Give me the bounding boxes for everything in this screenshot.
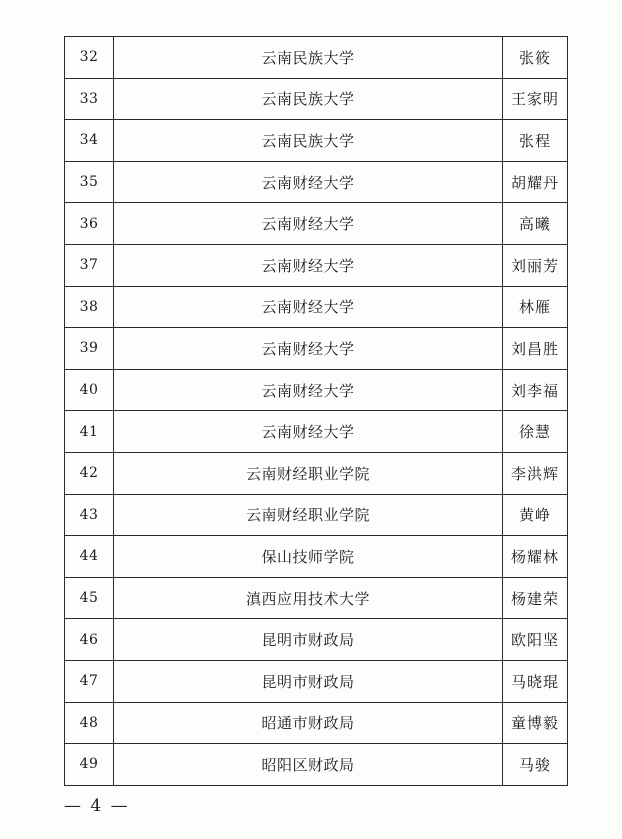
person-name-cell: 林雁 <box>503 286 568 328</box>
person-name-cell: 王家明 <box>503 78 568 120</box>
organization-cell: 云南财经大学 <box>114 161 503 203</box>
page-number: — 4 — <box>64 796 130 816</box>
organization-cell: 云南民族大学 <box>114 120 503 162</box>
person-name-cell: 杨建荣 <box>503 577 568 619</box>
row-number-cell: 40 <box>65 369 114 411</box>
row-number-cell: 41 <box>65 411 114 453</box>
organization-cell: 云南财经大学 <box>114 244 503 286</box>
organization-cell: 云南财经大学 <box>114 328 503 370</box>
person-name-cell: 李洪辉 <box>503 452 568 494</box>
table-row <box>65 619 568 661</box>
person-name-cell: 张筱 <box>503 37 568 79</box>
roster-table-body <box>65 37 568 786</box>
person-name-cell: 刘昌胜 <box>503 328 568 370</box>
row-number-cell: 38 <box>65 286 114 328</box>
row-number-cell: 43 <box>65 494 114 536</box>
row-number-cell: 45 <box>65 577 114 619</box>
row-number-cell: 36 <box>65 203 114 245</box>
organization-cell: 昭阳区财政局 <box>114 744 503 786</box>
table-row <box>65 286 568 328</box>
row-number-cell: 34 <box>65 120 114 162</box>
table-row <box>65 328 568 370</box>
row-number-cell: 44 <box>65 536 114 578</box>
table-row <box>65 660 568 702</box>
row-number-cell: 37 <box>65 244 114 286</box>
person-name-cell: 欧阳坚 <box>503 619 568 661</box>
row-number-cell: 33 <box>65 78 114 120</box>
table-row <box>65 411 568 453</box>
person-name-cell: 徐慧 <box>503 411 568 453</box>
person-name-cell: 马晓琨 <box>503 660 568 702</box>
table-row <box>65 702 568 744</box>
person-name-cell: 高曦 <box>503 203 568 245</box>
table-row <box>65 120 568 162</box>
row-number-cell: 32 <box>65 37 114 79</box>
table-row <box>65 161 568 203</box>
organization-cell: 滇西应用技术大学 <box>114 577 503 619</box>
row-number-cell: 47 <box>65 660 114 702</box>
organization-cell: 云南财经大学 <box>114 286 503 328</box>
organization-cell: 云南财经大学 <box>114 369 503 411</box>
organization-cell: 云南民族大学 <box>114 78 503 120</box>
organization-cell: 云南财经大学 <box>114 203 503 245</box>
person-name-cell: 胡耀丹 <box>503 161 568 203</box>
organization-cell: 云南财经大学 <box>114 411 503 453</box>
person-name-cell: 马骏 <box>503 744 568 786</box>
row-number-cell: 46 <box>65 619 114 661</box>
person-name-cell: 黄峥 <box>503 494 568 536</box>
row-number-cell: 49 <box>65 744 114 786</box>
organization-cell: 云南财经职业学院 <box>114 494 503 536</box>
table-row <box>65 369 568 411</box>
row-number-cell: 42 <box>65 452 114 494</box>
row-number-cell: 48 <box>65 702 114 744</box>
organization-cell: 云南财经职业学院 <box>114 452 503 494</box>
table-row <box>65 203 568 245</box>
table-row <box>65 37 568 79</box>
person-name-cell: 童博毅 <box>503 702 568 744</box>
organization-cell: 昭通市财政局 <box>114 702 503 744</box>
table-row <box>65 494 568 536</box>
table-row <box>65 452 568 494</box>
person-name-cell: 刘李福 <box>503 369 568 411</box>
roster-table <box>64 36 568 786</box>
person-name-cell: 张程 <box>503 120 568 162</box>
row-number-cell: 39 <box>65 328 114 370</box>
row-number-cell: 35 <box>65 161 114 203</box>
table-row <box>65 577 568 619</box>
person-name-cell: 刘丽芳 <box>503 244 568 286</box>
table-row <box>65 744 568 786</box>
organization-cell: 保山技师学院 <box>114 536 503 578</box>
organization-cell: 云南民族大学 <box>114 37 503 79</box>
table-row <box>65 536 568 578</box>
table-row <box>65 244 568 286</box>
table-row <box>65 78 568 120</box>
person-name-cell: 杨耀林 <box>503 536 568 578</box>
organization-cell: 昆明市财政局 <box>114 619 503 661</box>
organization-cell: 昆明市财政局 <box>114 660 503 702</box>
